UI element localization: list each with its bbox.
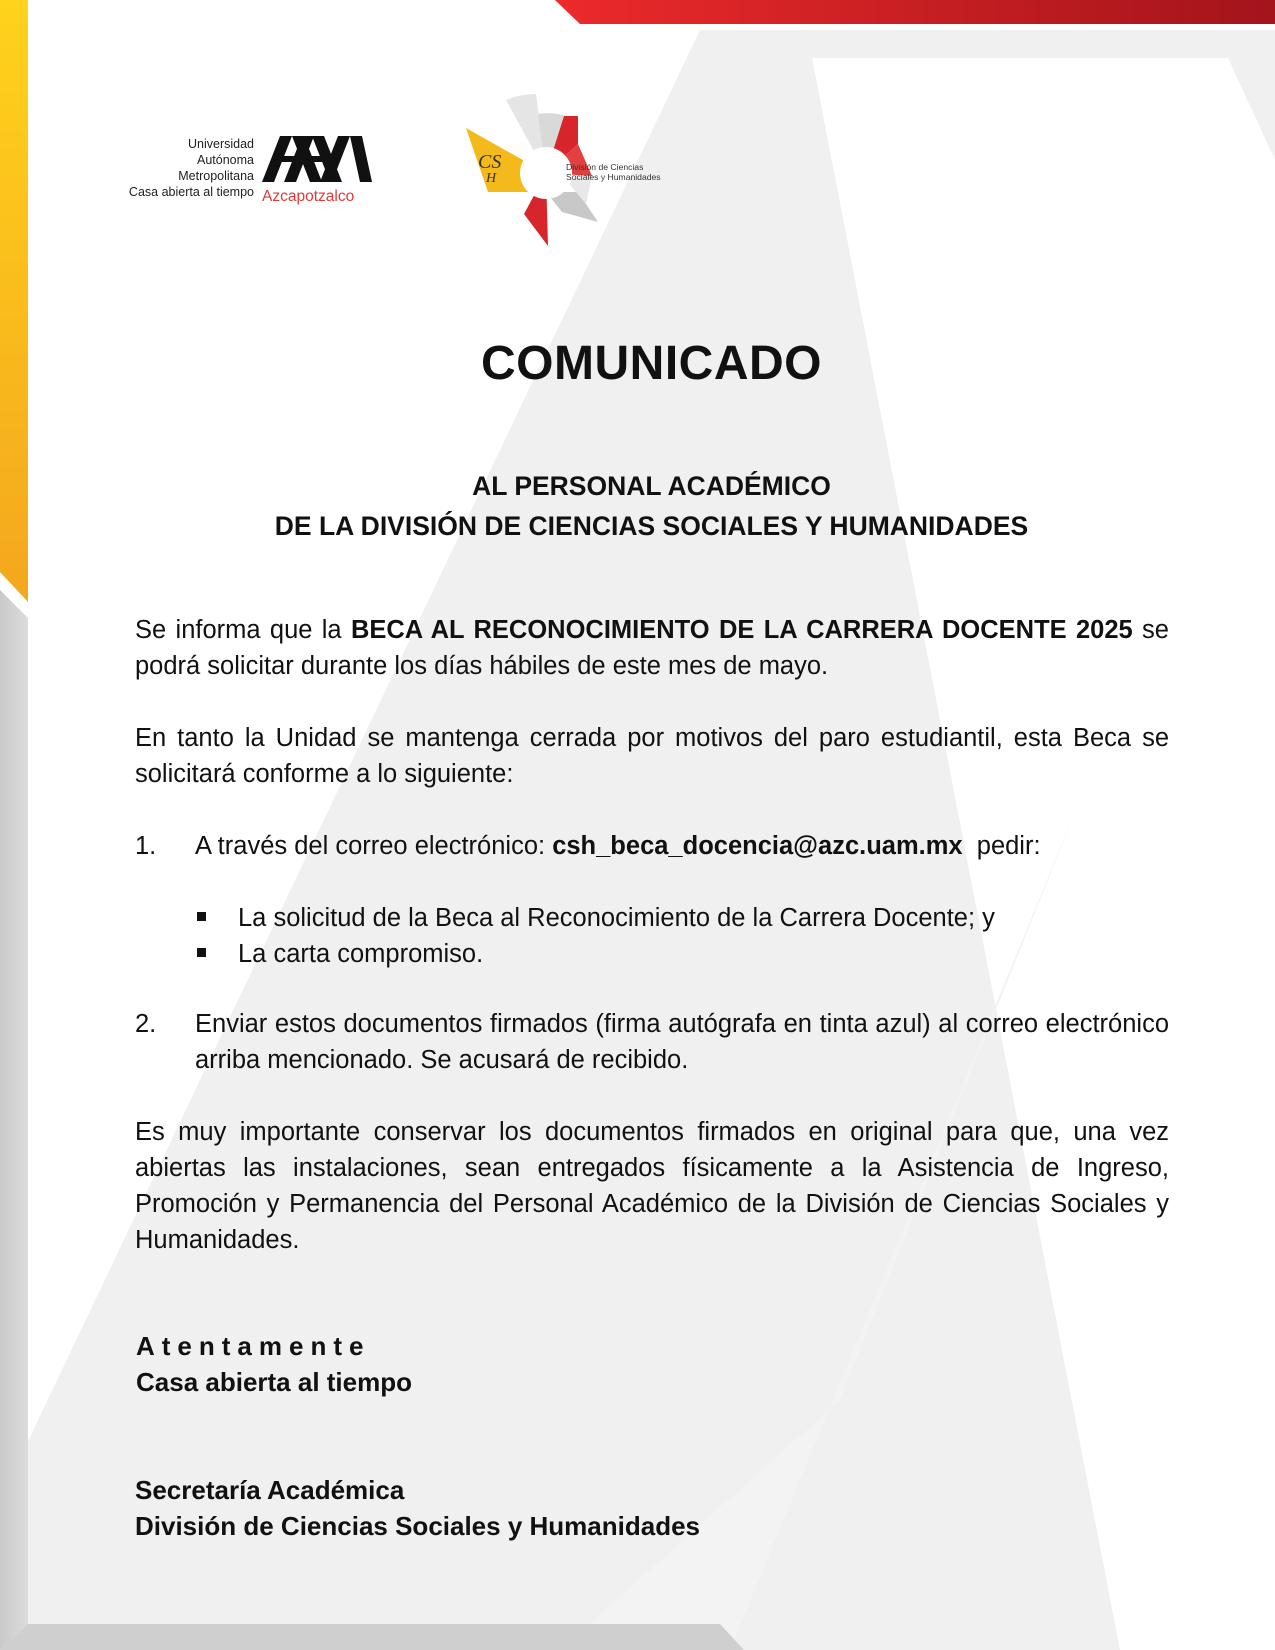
closing-block bbox=[136, 1328, 412, 1400]
addressee-line1: AL PERSONAL ACADÉMICO bbox=[472, 471, 831, 501]
page-title: COMUNICADO bbox=[481, 337, 822, 390]
list-item-text: La carta compromiso. bbox=[238, 940, 484, 968]
bullet-square-icon bbox=[197, 948, 206, 957]
step1-after: pedir: bbox=[962, 832, 1041, 860]
bullet-square-icon bbox=[197, 912, 206, 921]
intro-text: Se informa que la bbox=[135, 616, 351, 644]
step-number: 1. bbox=[135, 832, 157, 860]
gray-bottom-band bbox=[0, 1624, 744, 1650]
red-top-band bbox=[555, 0, 1275, 24]
step-number: 2. bbox=[135, 1010, 157, 1038]
beca-name: BECA AL RECONOCIMIENTO DE LA CARRERA DOCENTE 2025 bbox=[350, 616, 1133, 644]
signature-block bbox=[135, 1472, 700, 1544]
signature-division: División de Ciencias Sociales y Humanidades bbox=[135, 1511, 700, 1541]
step1-text: A través del correo electrónico: bbox=[195, 832, 553, 860]
csh-logo-caption bbox=[566, 162, 661, 182]
uam-campus-name: Azcapotzalco bbox=[262, 188, 355, 205]
contact-email-link[interactable]: csh_beca_docencia@azc.uam.mx bbox=[552, 832, 963, 860]
step-send-documents: Enviar estos documentos firmados (firma autógrafa en tinta azul) al correo electrónico arriba mencionado. Se acusará de recibido. bbox=[195, 1010, 1169, 1074]
uam-logo-text bbox=[96, 136, 254, 200]
list-item bbox=[197, 936, 1167, 972]
uam-line-metropolitana: Metropolitana bbox=[178, 169, 254, 183]
gray-left-band bbox=[0, 590, 28, 1650]
svg-text:H: H bbox=[486, 171, 497, 186]
closing-atentamente: Atentamente bbox=[136, 1331, 371, 1361]
uam-logo-icon bbox=[262, 136, 372, 182]
step-email-request bbox=[195, 828, 1169, 864]
csh-caption-line2: Sociales y Humanidades bbox=[566, 172, 661, 182]
signature-office: Secretaría Académica bbox=[135, 1475, 405, 1505]
svg-text:CS: CS bbox=[478, 151, 502, 173]
uam-line-autonoma: Autónoma bbox=[197, 153, 254, 167]
list-item-text: La solicitud de la Beca al Reconocimiento de la Carrera Docente; y bbox=[238, 904, 995, 932]
intro-rest: se podrá solicitar durante los días hábiles de este mes de mayo. bbox=[135, 616, 1169, 680]
uam-line-universidad: Universidad bbox=[187, 137, 254, 151]
list-item bbox=[197, 900, 1167, 936]
addressee-heading bbox=[0, 466, 1275, 546]
uam-motto: Casa abierta al tiempo bbox=[128, 185, 254, 199]
csh-caption-line1: División de Ciencias bbox=[566, 162, 644, 172]
addressee-line2: DE LA DIVISIÓN DE CIENCIAS SOCIALES Y HUMANIDADES bbox=[274, 511, 1029, 541]
conditions-paragraph: En tanto la Unidad se mantenga cerrada por motivos del paro estudiantil, esta Beca se solicitará conforme a lo siguiente: bbox=[135, 724, 1169, 788]
closing-motto: Casa abierta al tiempo bbox=[136, 1367, 412, 1397]
intro-paragraph bbox=[135, 612, 1169, 684]
important-paragraph: Es muy importante conservar los documentos firmados en original para que, una vez abiertas las instalaciones, sean entregados físicamente a la Asistencia de Ingreso, Promoción y Permanencia del Personal Académico de la División de Ciencias Sociales y Humanidades. bbox=[135, 1118, 1169, 1254]
